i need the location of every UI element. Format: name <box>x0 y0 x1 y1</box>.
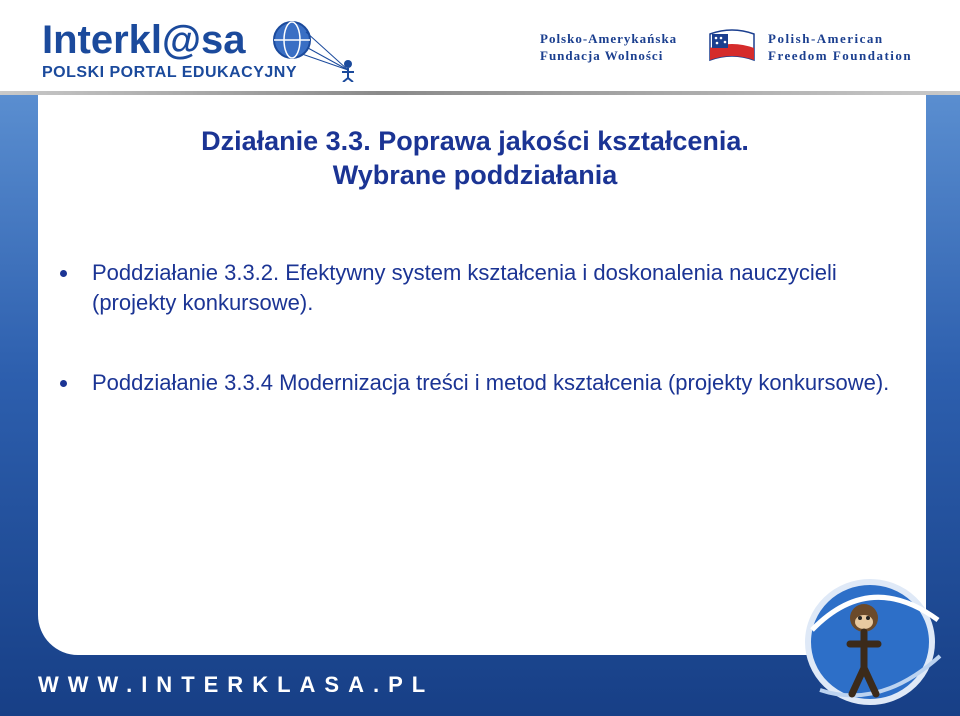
flag-icon <box>708 28 756 66</box>
foundation-pl-line2: Fundacja Wolności <box>540 48 664 63</box>
foundation-en-line2: Freedom Foundation <box>768 48 913 63</box>
logo-tagline: POLSKI PORTAL EDUKACYJNY <box>42 64 297 81</box>
bullet-text: Poddziałanie 3.3.4 Modernizacja treści i metod kształcenia (projekty konkursowe). <box>92 370 890 395</box>
bullet-item <box>56 368 896 398</box>
bullet-list <box>56 258 896 448</box>
bullet-icon <box>60 270 67 277</box>
header <box>0 0 960 92</box>
foundation-en-line1: Polish-American <box>768 31 884 46</box>
foundation-pl-line1: Polsko-Amerykańska <box>540 31 678 46</box>
bullet-icon <box>60 380 67 387</box>
bullet-item <box>56 258 896 318</box>
globe-icon <box>262 12 362 82</box>
slide-title-line2: Wybrane poddziałania <box>332 160 618 190</box>
interklasa-logo[interactable] <box>36 8 366 86</box>
foundation-name-pl <box>540 30 677 64</box>
foundation-logo[interactable] <box>540 28 940 68</box>
slide-title-line1: Działanie 3.3. Poprawa jakości kształcenia. <box>201 126 749 156</box>
logo-text: Interkl@sa <box>42 18 246 62</box>
bullet-text: Poddziałanie 3.3.2. Efektywny system kształcenia i doskonalenia nauczycieli (projekty konkursowe). <box>92 260 837 315</box>
slide-title <box>40 124 910 192</box>
footer-url[interactable]: WWW.INTERKLASA.PL <box>38 672 435 697</box>
mascot-icon <box>790 560 950 710</box>
foundation-name-en <box>768 30 912 64</box>
